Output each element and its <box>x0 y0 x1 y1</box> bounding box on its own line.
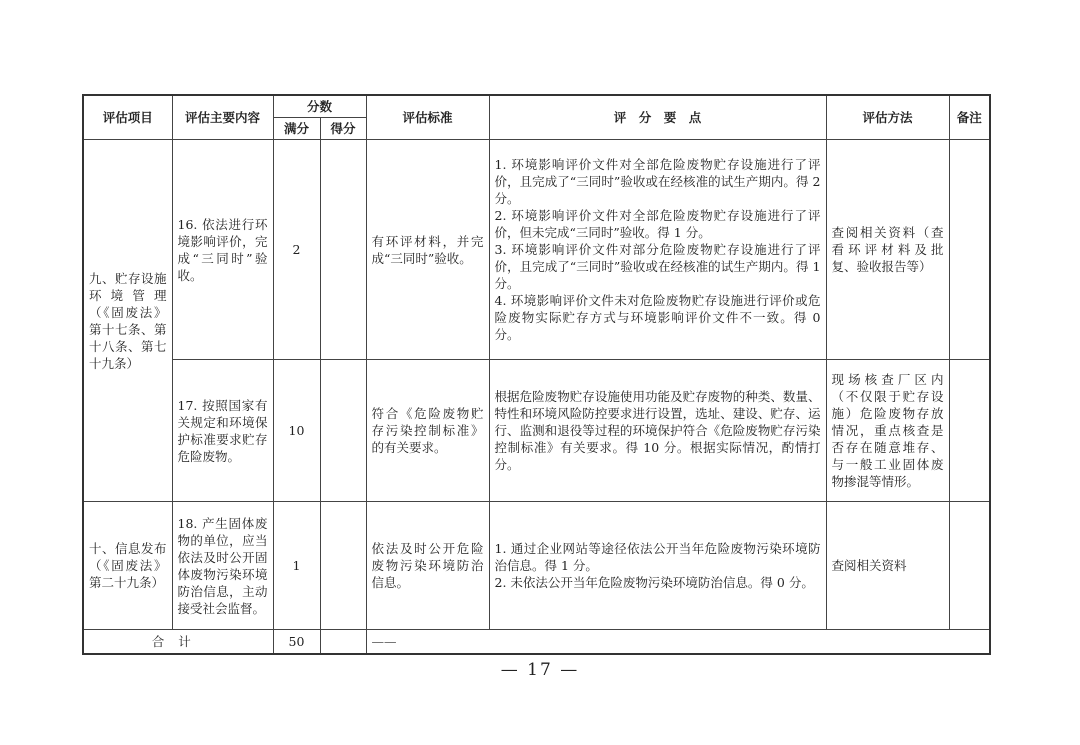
standard-cell: 依法及时公开危险废物污染环境防治信息。 <box>366 502 489 630</box>
standard-cell: 符合《危险废物贮存污染控制标准》的有关要求。 <box>366 360 489 502</box>
header-got-score: 得分 <box>320 118 366 140</box>
standard-cell: 有环评材料，并完成“三同时”验收。 <box>366 140 489 360</box>
method-cell: 查阅相关资料 <box>826 502 949 630</box>
method-cell: 查阅相关资料（查看环评材料及批复、验收报告等） <box>826 140 949 360</box>
table-row <box>83 360 990 502</box>
header-full-score: 满分 <box>273 118 320 140</box>
total-full-score: 50 <box>273 630 320 654</box>
points-cell <box>489 502 826 630</box>
item-cell: 十、信息发布（《固废法》第二十九条） <box>83 502 172 630</box>
point-line: 1. 环境影响评价文件对全部危险废物贮存设施进行了评价，且完成了“三同时”验收或在经核准的试生产期内。得 2 分。 <box>494 157 821 206</box>
header-points: 评 分 要 点 <box>489 95 826 140</box>
header-item: 评估项目 <box>83 95 172 140</box>
got-score-cell <box>320 360 366 502</box>
got-score-cell <box>320 502 366 630</box>
full-score-cell: 10 <box>273 360 320 502</box>
total-points: —— <box>366 630 990 654</box>
table-row <box>83 502 990 630</box>
point-line: 4. 环境影响评价文件未对危险废物贮存设施进行评价或危险废物实际贮存方式与环境影响评价文件不一致。得 0 分。 <box>494 293 821 342</box>
header-note: 备注 <box>949 95 990 140</box>
table-row <box>83 140 990 360</box>
header-method: 评估方法 <box>826 95 949 140</box>
note-cell <box>949 360 990 502</box>
full-score-cell: 2 <box>273 140 320 360</box>
item-cell: 九、贮存设施环境管理（《固废法》第十七条、第十八条、第七十九条） <box>83 140 172 502</box>
got-score-cell <box>320 140 366 360</box>
points-cell <box>489 140 826 360</box>
point-line: 2. 环境影响评价文件对全部危险废物贮存设施进行了评价，但未完成“三同时”验收。得 1 分。 <box>494 208 821 240</box>
total-got-score <box>320 630 366 654</box>
total-row <box>83 630 990 654</box>
method-cell: 现场核查厂区内（不仅限于贮存设施）危险废物存放情况，重点核查是否存在随意堆存、与一般工业固体废物掺混等情形。 <box>826 360 949 502</box>
content-cell: 16. 依法进行环境影响评价，完成“三同时”验收。 <box>172 140 273 360</box>
note-cell <box>949 140 990 360</box>
evaluation-table <box>82 94 991 655</box>
point-line: 1. 通过企业网站等途径依法公开当年危险废物污染环境防治信息。得 1 分。 <box>494 541 821 573</box>
point-line: 3. 环境影响评价文件对部分危险废物贮存设施进行了评价，且完成了“三同时”验收或在经核准的试生产期内。得 1 分。 <box>494 242 821 291</box>
content-cell: 18. 产生固体废物的单位，应当依法及时公开固体废物污染环境防治信息，主动接受社会监督。 <box>172 502 273 630</box>
page-number: — 17 — <box>500 660 580 680</box>
header-content: 评估主要内容 <box>172 95 273 140</box>
full-score-cell: 1 <box>273 502 320 630</box>
point-line: 2. 未依法公开当年危险废物污染环境防治信息。得 0 分。 <box>494 575 814 590</box>
points-cell: 根据危险废物贮存设施使用功能及贮存废物的种类、数量、特性和环境风险防控要求进行设置，选址、建设、贮存、运行、监测和退役等过程的环境保护符合《危险废物贮存污染控制标准》有关要求。得 10 分。根据实际情况，酌情打分。 <box>489 360 826 502</box>
content-cell: 17. 按照国家有关规定和环境保护标准要求贮存危险废物。 <box>172 360 273 502</box>
total-label: 合计 <box>83 630 273 654</box>
header-score: 分数 <box>273 95 366 118</box>
header-standard: 评估标准 <box>366 95 489 140</box>
header-row <box>83 95 990 118</box>
note-cell <box>949 502 990 630</box>
